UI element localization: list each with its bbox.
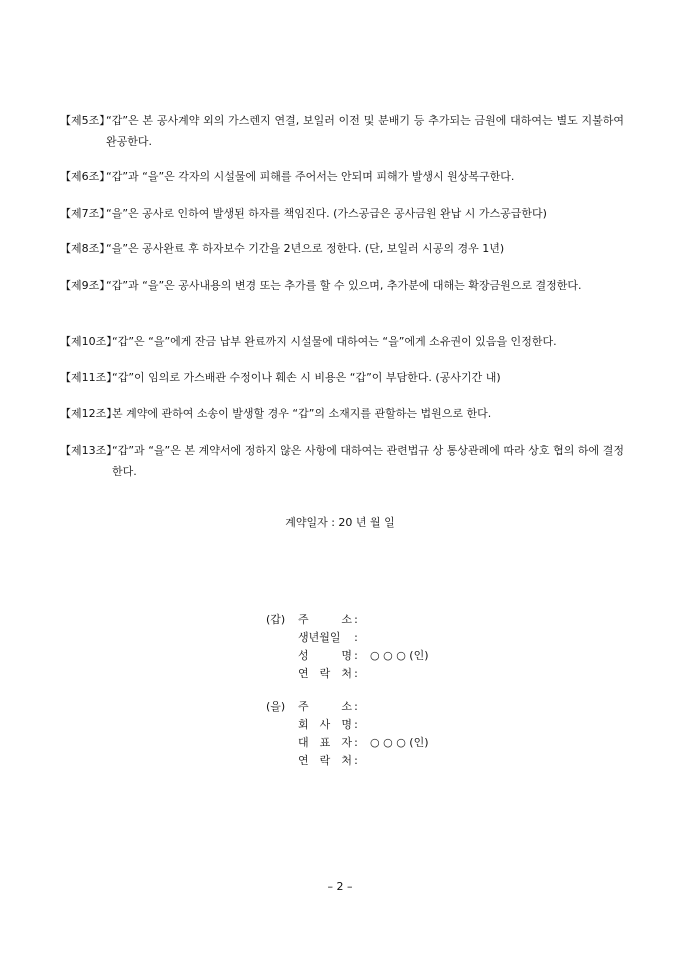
article-text: “갑”은 본 공사계약 외의 가스렌지 연결, 보일러 이전 및 분배기 등 추가되는 금원에 대하여는 별도 지불하여 완공한다. (106, 114, 624, 148)
party-b-rep-row (298, 734, 429, 752)
article-text: 본 계약에 관하여 소송이 발생할 경우 “갑”의 소재지를 관할하는 법원으로 한다. (112, 407, 492, 420)
colon: : (354, 631, 358, 644)
name-label: 성 명 (298, 649, 352, 662)
article-5 (60, 110, 624, 152)
address-label: 주 소 (298, 613, 352, 626)
name-value: ○ ○ ○ (인) (370, 649, 429, 662)
article-number: 【제11조】 (60, 371, 118, 384)
colon: : (354, 754, 358, 767)
party-b-address-row (298, 698, 360, 716)
party-b-company-row (298, 716, 360, 734)
article-text: “갑”과 “을”은 본 계약서에 정하지 않은 사항에 대하여는 관련법규 상 통상관례에 따라 상호 협의 하에 결정한다. (112, 444, 624, 478)
contact-label: 연 락 처 (298, 754, 352, 767)
contract-date: 계약일자 : 20 년 월 일 (285, 516, 395, 529)
article-number: 【제10조】 (60, 335, 118, 348)
company-label: 회 사 명 (298, 718, 352, 731)
address-label: 주 소 (298, 700, 352, 713)
article-text: “을”은 공사완료 후 하자보수 기간을 2년으로 정한다. (단, 보일러 시공의 경우 1년) (106, 242, 505, 255)
colon: : (354, 736, 358, 749)
article-text: “갑”이 임의로 가스배관 수정이나 훼손 시 비용은 “갑”이 부담한다. (공사기간 내) (112, 371, 501, 384)
colon: : (354, 700, 358, 713)
party-a-birth-row (298, 629, 360, 647)
contact-label: 연 락 처 (298, 667, 352, 680)
article-7 (60, 203, 624, 224)
article-number: 【제6조】 (60, 170, 111, 183)
colon: : (354, 649, 358, 662)
page-number: – 2 – (327, 880, 353, 893)
party-b-contact-row (298, 752, 360, 770)
article-12 (60, 403, 624, 424)
rep-value: ○ ○ ○ (인) (370, 736, 429, 749)
article-9 (60, 275, 624, 296)
colon: : (354, 613, 358, 626)
article-8 (60, 238, 624, 259)
article-6 (60, 166, 624, 187)
party-b-role: (을) (266, 700, 286, 713)
birth-label: 생년월일 (298, 631, 341, 644)
article-text: “갑”과 “을”은 공사내용의 변경 또는 추가를 할 수 있으며, 추가분에 대해는 확장금원으로 결정한다. (106, 279, 582, 292)
article-number: 【제9조】 (60, 279, 111, 292)
rep-label: 대 표 자 (298, 736, 352, 749)
party-a-address-row (298, 611, 360, 629)
article-number: 【제5조】 (60, 114, 111, 127)
article-number: 【제12조】 (60, 407, 118, 420)
colon: : (354, 718, 358, 731)
article-number: 【제7조】 (60, 207, 111, 220)
article-number: 【제8조】 (60, 242, 111, 255)
article-text: “갑”은 “을”에게 잔금 납부 완료까지 시설물에 대하여는 “을”에게 소유권이 있음을 인정한다. (112, 335, 557, 348)
article-text: “을”은 공사로 인하여 발생된 하자를 책임진다. (가스공급은 공사금원 완납 시 가스공급한다) (106, 207, 547, 220)
party-a-name-row (298, 647, 429, 665)
article-text: “갑”과 “을”은 각자의 시설물에 피해를 주어서는 안되며 피해가 발생시 원상복구한다. (106, 170, 515, 183)
article-13 (60, 440, 624, 482)
colon: : (354, 667, 358, 680)
article-11 (60, 367, 624, 388)
article-number: 【제13조】 (60, 444, 118, 457)
party-a-role: (갑) (266, 613, 286, 626)
article-10 (60, 331, 624, 352)
party-a-contact-row (298, 665, 360, 683)
